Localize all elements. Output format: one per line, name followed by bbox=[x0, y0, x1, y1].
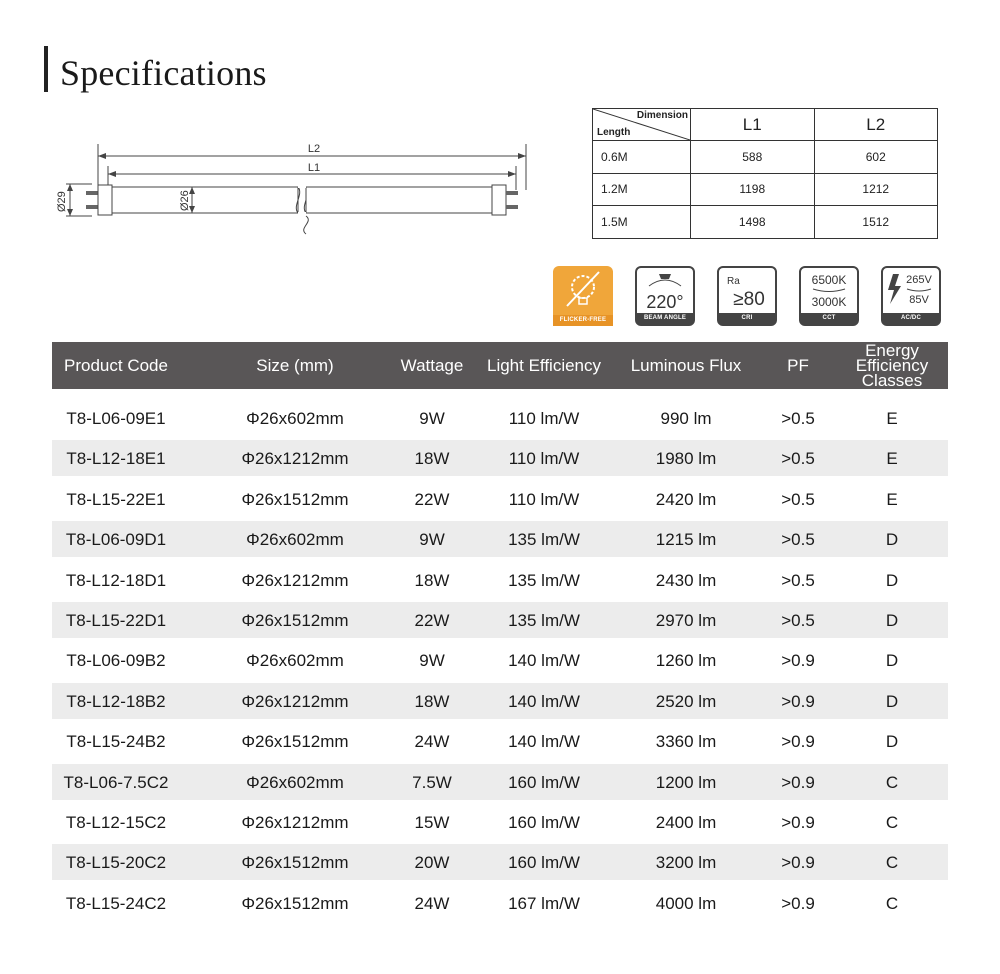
cell-wattage: 15W bbox=[414, 812, 450, 832]
cell-efficiency: 110 lm/W bbox=[508, 409, 580, 428]
cell-wattage: 9W bbox=[419, 530, 445, 550]
cell-wattage: 7.5W bbox=[412, 772, 452, 792]
cell-wattage: 18W bbox=[414, 691, 450, 711]
cri-caption: CRI bbox=[719, 313, 775, 324]
cell-flux: 2420 lm bbox=[655, 489, 717, 509]
row-length: 0.6M bbox=[593, 141, 691, 174]
header-pf bbox=[748, 342, 848, 389]
cell-energy-class: D bbox=[885, 570, 899, 590]
table-row bbox=[52, 440, 948, 476]
cell-size: Φ26x1512mm bbox=[241, 893, 349, 913]
table-row bbox=[52, 521, 948, 557]
table-row bbox=[52, 481, 948, 517]
cell-pf: >0.5 bbox=[781, 570, 815, 590]
cell-efficiency: 140 lm/W bbox=[508, 691, 580, 711]
row-length: 1.2M bbox=[593, 173, 691, 206]
cell-efficiency: 167 lm/W bbox=[508, 893, 580, 913]
dimension-table-corner bbox=[593, 109, 691, 141]
d29-label: Ø29 bbox=[56, 191, 68, 212]
cell-pf: >0.5 bbox=[781, 449, 815, 469]
cell-efficiency: 110 lm/W bbox=[508, 489, 580, 509]
table-row bbox=[52, 562, 948, 598]
flicker-free-caption: FLICKER-FREE bbox=[553, 315, 613, 326]
cell-product-code: T8-L12-18D1 bbox=[65, 570, 167, 590]
header-energy-class bbox=[842, 342, 942, 389]
cell-size: Φ26x602mm bbox=[246, 772, 344, 792]
header-flux bbox=[624, 342, 748, 389]
cell-flux: 1200 lm bbox=[655, 772, 717, 792]
cct-value: 3000K bbox=[811, 295, 847, 309]
cell-efficiency: 160 lm/W bbox=[508, 853, 580, 873]
cell-l1: 588 bbox=[691, 141, 815, 174]
beam-angle-icon bbox=[635, 266, 695, 326]
cell-size: Φ26x1212mm bbox=[241, 812, 349, 832]
cell-flux: 2430 lm bbox=[655, 570, 717, 590]
header-product-code bbox=[52, 342, 180, 389]
cell-efficiency: 140 lm/W bbox=[508, 651, 580, 671]
cell-efficiency: 140 lm/W bbox=[508, 732, 580, 752]
cell-product-code: T8-L06-09E1 bbox=[66, 409, 166, 428]
header-wattage bbox=[382, 342, 482, 389]
cell-wattage: 9W bbox=[419, 409, 445, 428]
cell-efficiency: 135 lm/W bbox=[508, 530, 580, 550]
cell-flux: 2400 lm bbox=[655, 812, 717, 832]
column-header-l2: L2 bbox=[814, 109, 938, 141]
acdc-value: 85V bbox=[909, 294, 929, 306]
cell-pf: >0.5 bbox=[781, 530, 815, 550]
corner-dimension-label: Dimension bbox=[636, 110, 688, 121]
cell-pf: >0.9 bbox=[781, 691, 815, 711]
table-row bbox=[52, 400, 948, 436]
cell-pf: >0.5 bbox=[781, 489, 815, 509]
cell-product-code: T8-L15-22D1 bbox=[65, 610, 167, 630]
acdc-icon bbox=[881, 266, 941, 326]
dimension-table bbox=[592, 108, 938, 239]
cell-pf: >0.9 bbox=[781, 812, 815, 832]
cell-efficiency: 135 lm/W bbox=[508, 570, 580, 590]
header-size-label: Size (mm) bbox=[256, 356, 334, 375]
cell-efficiency: 110 lm/W bbox=[508, 449, 580, 469]
cell-size: Φ26x1212mm bbox=[241, 570, 349, 590]
header-efficiency bbox=[484, 342, 604, 389]
column-header-l1: L1 bbox=[691, 109, 815, 141]
header-product-code-label: Product Code bbox=[64, 356, 168, 375]
header-wattage-label: Wattage bbox=[400, 356, 464, 375]
cell-l2: 1212 bbox=[814, 173, 938, 206]
header-efficiency-label: Light Efficiency bbox=[486, 356, 602, 375]
header-flux-label: Luminous Flux bbox=[630, 356, 742, 375]
cell-efficiency: 160 lm/W bbox=[508, 772, 580, 792]
spec-table-header bbox=[52, 342, 948, 389]
cell-size: Φ26x1212mm bbox=[241, 691, 349, 711]
cell-size: Φ26x602mm bbox=[246, 409, 344, 428]
tube-dimension-drawing bbox=[52, 130, 552, 240]
cell-product-code: T8-L15-24B2 bbox=[66, 732, 166, 752]
cell-pf: >0.9 bbox=[781, 893, 815, 913]
l2-label: L2 bbox=[307, 143, 321, 155]
beam-angle-value: 220° bbox=[646, 292, 684, 312]
cell-efficiency: 160 lm/W bbox=[508, 812, 580, 832]
cell-flux: 2970 lm bbox=[655, 610, 717, 630]
corner-length-label: Length bbox=[597, 127, 631, 138]
cell-energy-class: C bbox=[885, 893, 899, 913]
cell-wattage: 18W bbox=[414, 570, 450, 590]
cell-wattage: 22W bbox=[414, 489, 450, 509]
cell-flux: 1980 lm bbox=[655, 449, 717, 469]
table-row bbox=[52, 844, 948, 880]
cell-product-code: T8-L12-18B2 bbox=[66, 691, 166, 711]
table-row bbox=[52, 602, 948, 638]
cell-energy-class: C bbox=[885, 812, 899, 832]
cell-energy-class: D bbox=[885, 530, 899, 550]
table-row bbox=[52, 804, 948, 840]
title-accent-bar bbox=[44, 46, 48, 92]
cell-wattage: 18W bbox=[414, 449, 450, 469]
cri-icon bbox=[717, 266, 777, 326]
cell-flux: 990 lm bbox=[660, 409, 712, 428]
table-row bbox=[52, 764, 948, 800]
cell-pf: >0.9 bbox=[781, 732, 815, 752]
cell-product-code: T8-L15-20C2 bbox=[65, 853, 167, 873]
cell-pf: >0.9 bbox=[781, 853, 815, 873]
cell-flux: 4000 lm bbox=[655, 893, 717, 913]
cell-size: Φ26x602mm bbox=[246, 651, 344, 671]
cell-product-code: T8-L06-7.5C2 bbox=[63, 772, 169, 792]
table-row bbox=[52, 642, 948, 678]
cell-l1: 1498 bbox=[691, 206, 815, 239]
acdc-top: 265V bbox=[906, 274, 932, 286]
header-pf-label: PF bbox=[787, 356, 809, 375]
cell-energy-class: D bbox=[885, 651, 899, 671]
cell-size: Φ26x1512mm bbox=[241, 732, 349, 752]
cell-wattage: 9W bbox=[419, 651, 445, 671]
page-title: Specifications bbox=[60, 53, 267, 93]
spec-table-body bbox=[52, 400, 948, 925]
cell-energy-class: D bbox=[885, 732, 899, 752]
cell-product-code: T8-L12-18E1 bbox=[66, 449, 166, 469]
cell-size: Φ26x1212mm bbox=[241, 449, 349, 469]
flicker-free-icon bbox=[553, 266, 613, 326]
cell-product-code: T8-L12-15C2 bbox=[65, 812, 167, 832]
l1-label: L1 bbox=[307, 162, 321, 174]
cell-flux: 3360 lm bbox=[655, 732, 717, 752]
table-row bbox=[52, 723, 948, 759]
cell-product-code: T8-L06-09D1 bbox=[65, 530, 167, 550]
cell-flux: 1215 lm bbox=[655, 530, 717, 550]
cell-energy-class: C bbox=[885, 772, 899, 792]
d26-label: Ø26 bbox=[179, 190, 191, 211]
cell-flux: 1260 lm bbox=[655, 651, 717, 671]
cct-caption: CCT bbox=[801, 313, 857, 324]
cell-size: Φ26x1512mm bbox=[241, 853, 349, 873]
cell-pf: >0.9 bbox=[781, 772, 815, 792]
cell-wattage: 20W bbox=[414, 853, 450, 873]
cell-flux: 3200 lm bbox=[655, 853, 717, 873]
cell-size: Φ26x1512mm bbox=[241, 489, 349, 509]
cell-energy-class: E bbox=[886, 409, 898, 428]
row-length: 1.5M bbox=[593, 206, 691, 239]
cell-energy-class: E bbox=[886, 449, 898, 469]
cell-l2: 602 bbox=[814, 141, 938, 174]
cell-flux: 2520 lm bbox=[655, 691, 717, 711]
cell-energy-class: E bbox=[886, 489, 898, 509]
header-energy-class-label: Energy Efficiency Classes bbox=[855, 341, 929, 390]
header-size bbox=[210, 342, 380, 389]
cct-top: 6500K bbox=[811, 273, 847, 287]
cell-wattage: 24W bbox=[414, 893, 450, 913]
cell-energy-class: D bbox=[885, 610, 899, 630]
cell-wattage: 22W bbox=[414, 610, 450, 630]
cell-energy-class: D bbox=[885, 691, 899, 711]
cell-product-code: T8-L06-09B2 bbox=[66, 651, 166, 671]
cell-product-code: T8-L15-24C2 bbox=[65, 893, 167, 913]
cri-top: Ra bbox=[727, 276, 740, 287]
cell-energy-class: C bbox=[885, 853, 899, 873]
cell-l2: 1512 bbox=[814, 206, 938, 239]
cri-value: ≥80 bbox=[733, 289, 765, 310]
cell-pf: >0.9 bbox=[781, 651, 815, 671]
cell-wattage: 24W bbox=[414, 732, 450, 752]
cell-size: Φ26x602mm bbox=[246, 530, 344, 550]
beam-angle-caption: BEAM ANGLE bbox=[637, 313, 693, 324]
cell-product-code: T8-L15-22E1 bbox=[66, 489, 166, 509]
cell-pf: >0.5 bbox=[781, 610, 815, 630]
cct-icon bbox=[799, 266, 859, 326]
table-row bbox=[52, 885, 948, 921]
cell-efficiency: 135 lm/W bbox=[508, 610, 580, 630]
cell-size: Φ26x1512mm bbox=[241, 610, 349, 630]
acdc-caption: AC/DC bbox=[883, 313, 939, 324]
cell-l1: 1198 bbox=[691, 173, 815, 206]
cell-pf: >0.5 bbox=[781, 409, 815, 428]
table-row bbox=[52, 683, 948, 719]
